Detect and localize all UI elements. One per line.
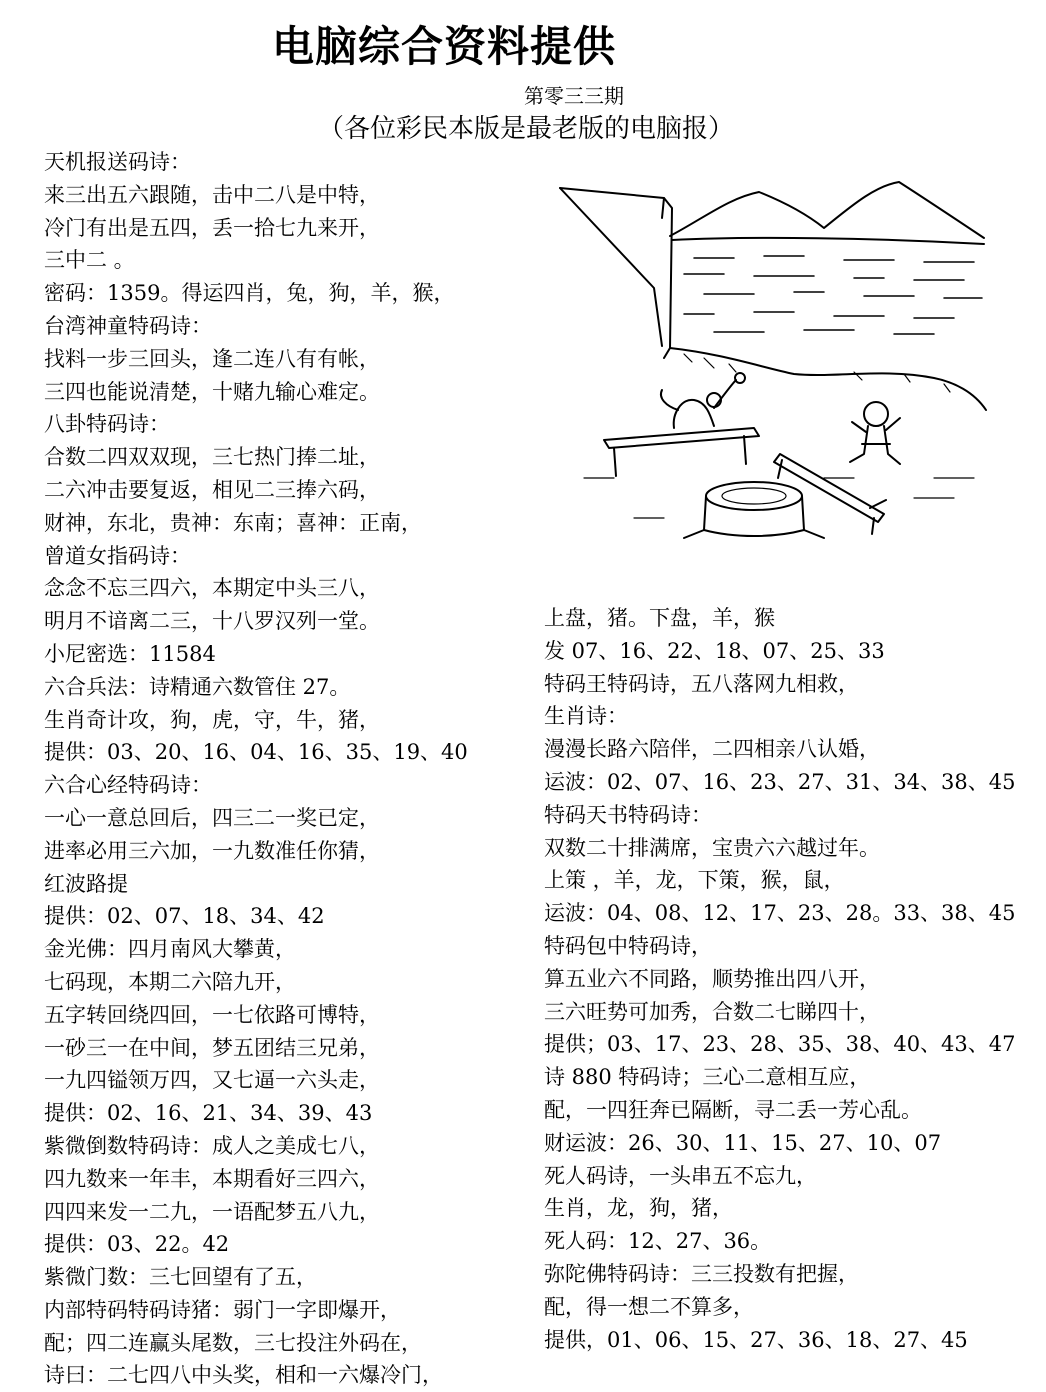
- text-line: 红波路提: [44, 871, 128, 896]
- text-line: 上策 ，羊，龙，下策，猴，鼠，: [544, 868, 845, 893]
- text-line: 配；四二连赢头尾数，三七投注外码在，: [44, 1330, 422, 1355]
- text-line: 财神，东北，贵神：东南；喜神：正南，: [44, 510, 422, 535]
- text-line: 提供：02、16、21、34、39、43: [44, 1101, 373, 1126]
- page-title: 电脑综合资料提供: [272, 22, 617, 71]
- window-frame: [560, 188, 672, 358]
- text-line: 财运波：26、30、11、15、27、10、07: [544, 1130, 942, 1155]
- text-line: 合数二四双双现，三七热门捧二址，: [44, 445, 380, 470]
- text-line: 台湾神童特码诗：: [44, 313, 212, 338]
- text-line: 六合兵法：诗精通六数管住 27。: [44, 674, 351, 699]
- text-line: 发 07、16、22、18、07、25、33: [544, 638, 885, 663]
- hill: [670, 348, 986, 410]
- text-line: 漫漫长路六陪伴，二四相亲八认婚，: [544, 737, 880, 762]
- text-line: 一砂三一在中间，梦五团结三兄弟，: [44, 1035, 380, 1060]
- text-line: 天机报送码诗：: [44, 150, 191, 174]
- text-line: 生肖诗：: [544, 704, 628, 729]
- text-line: 二六冲击要复返，相见二三捧六码，: [44, 477, 380, 502]
- broken-bench: [774, 454, 884, 522]
- water-lines: [684, 256, 982, 334]
- text-line: 一九四镒领万四，又七逼一六头走，: [44, 1068, 380, 1093]
- cartoon-illustration-icon: [554, 178, 994, 556]
- text-line: 金光佛：四月南风大攀黄，: [44, 937, 296, 962]
- figure-right-head: [864, 402, 888, 426]
- stump: [706, 482, 802, 510]
- text-line: 冷门有出是五四，丢一拾七九来开，: [44, 215, 380, 240]
- text-line: 找料一步三回头，逢二连八有有帐，: [44, 346, 380, 371]
- text-line: 三中二 。: [44, 248, 135, 273]
- text-line: 死人码诗，一头串五不忘九，: [544, 1163, 817, 1188]
- text-line: 诗曰：二七四八中头奖，相和一六爆冷门，: [44, 1363, 443, 1388]
- text-line: 八卦特码诗：: [44, 412, 170, 437]
- text-line: 进率必用三六加，一九数准任你猜，: [44, 838, 380, 863]
- text-line: 小尼密选：11584: [44, 641, 216, 666]
- text-line: 算五业六不同路，顺势推出四八开，: [544, 966, 880, 991]
- text-line: 上盘，猪。下盘，羊，猴: [544, 606, 775, 630]
- text-line: 五字转回绕四回，一七依路可博特，: [44, 1002, 380, 1027]
- text-line: 明月不谙离二三，十八罗汉列一堂。: [44, 609, 380, 634]
- text-line: 特码包中特码诗，: [544, 933, 712, 958]
- text-line: 六合心经特码诗：: [44, 773, 212, 798]
- text-line: 一心一意总回后，四三二一奖已定，: [44, 805, 380, 830]
- text-line: 紫微倒数特码诗：成人之美成七八，: [44, 1133, 380, 1158]
- right-column: [544, 602, 1016, 1356]
- text-line: 配，一四狂奔已隔断，寻二丢一芳心乱。: [544, 1097, 922, 1122]
- text-line: 生肖，龙，狗，猪，: [544, 1196, 733, 1221]
- text-line: 双数二十排满席，宝贵六六越过年。: [544, 835, 880, 860]
- text-line: 三六旺势可加秀，合数二七睇四十，: [544, 999, 880, 1024]
- text-line: 提供：03、20、16、04、16、35、19、40: [44, 740, 468, 765]
- text-line: 特码天书特码诗：: [544, 802, 712, 827]
- text-line: 曾道女指码诗：: [44, 543, 191, 568]
- text-line: 提供：02、07、18、34、42: [44, 904, 325, 929]
- text-line: 紫微门数：三七回望有了五，: [44, 1265, 317, 1290]
- mountain-range: [670, 182, 984, 238]
- text-line: 生肖奇计攻，狗，虎，守，牛，猪，: [44, 707, 380, 732]
- bench: [604, 428, 759, 448]
- text-line: 四九数来一年丰，本期看好三四六，: [44, 1166, 380, 1191]
- text-line: 提供；03、17、23、28、35、38、40、43、47: [544, 1032, 1016, 1057]
- text-line: 念念不忘三四六，本期定中头三八，: [44, 576, 380, 601]
- text-line: 提供，01、06、15、27、36、18、27、45: [544, 1327, 968, 1352]
- text-line: 配，得一想二不算多，: [544, 1294, 754, 1319]
- text-line: 诗 880 特码诗；三心二意相互应，: [544, 1065, 871, 1090]
- text-line: 来三出五六跟随，击中二八是中特，: [44, 182, 380, 207]
- issue-number: 第零三三期: [524, 84, 624, 108]
- text-line: 四四来发一二九，一语配梦五八九，: [44, 1199, 380, 1224]
- text-line: 弥陀佛特码诗：三三投数有把握，: [544, 1261, 859, 1286]
- text-line: 运波：04、08、12、17、23、28。33、38、45: [544, 901, 1016, 926]
- text-line: 七码现，本期二六陪九开，: [44, 969, 296, 994]
- window-frame-inner: [560, 188, 662, 346]
- text-line: 密码：1359。得运四肖，兔，狗，羊，猴，: [44, 281, 455, 306]
- text-line: 特码王特码诗，五八落网九相救，: [544, 671, 859, 696]
- text-line: 死人码：12、27、36。: [544, 1229, 772, 1254]
- text-line: 提供：03、22。42: [44, 1232, 230, 1257]
- text-line: 运波：02、07、16、23、27、31、34、38、45: [544, 769, 1016, 794]
- page-subtitle: （各位彩民本版是最老版的电脑报）: [318, 114, 735, 144]
- left-column: [44, 146, 468, 1392]
- text-line: 三四也能说清楚，十赌九输心难定。: [44, 379, 380, 404]
- text-line: 内部特码特码诗猪：弱门一字即爆开，: [44, 1297, 401, 1322]
